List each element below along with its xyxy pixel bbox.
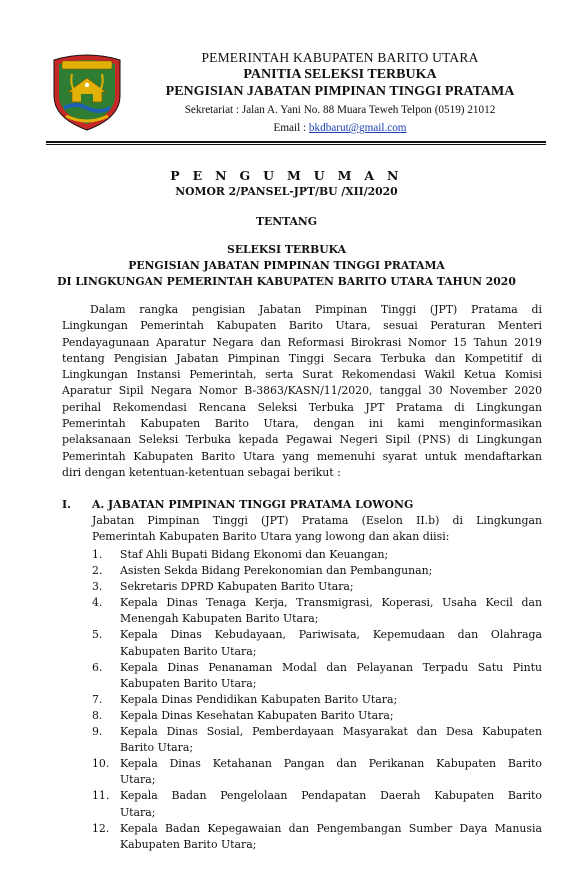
paragraph-line: perihal Rekomendasi Rencana Seleksi Terbuka JPT Pratama di Lingkungan [62,400,542,414]
section-heading: A. JABATAN PIMPINAN TINGGI PRATAMA LOWONG [92,498,414,511]
intro-paragraph [62,302,542,481]
email-link[interactable]: bkdbarut@gmail.com [308,122,407,134]
item-text: Kepala Dinas Ketahanan Pangan dan Perikanan Kabupaten Barito [120,757,542,771]
vacant-positions-list [92,547,542,853]
announcement-number: NOMOR 2/PANSEL-JPT/BU /XII/2020 [175,185,398,198]
item-text: Kabupaten Barito Utara; [120,837,257,851]
item-text: Kepala Dinas Pendidikan Kabupaten Barito Utara; [120,692,398,706]
item-number: 2. [92,564,103,578]
item-text: Staf Ahli Bupati Bidang Ekonomi dan Keuangan; [120,548,389,561]
paragraph-line: Dalam rangka pengisian Jabatan Pimpinan Tinggi (JPT) Pratama di [90,303,542,316]
paragraph-line: pelaksanaan Seleksi Terbuka kepada Pegawai Negeri Sipil (PNS) di Lingkungan [62,433,542,447]
item-text: Utara; [120,805,156,819]
item-text: Kabupaten Barito Utara; [120,644,257,658]
list-item [92,579,542,595]
item-text: Kepala Dinas Penanaman Modal dan Pelayanan Terpadu Satu Pintu [120,660,542,674]
paragraph-line: tentang Pengisian Jabatan Pimpinan Tinggi Secara Terbuka dan Kompetitif di [62,351,542,365]
item-text: Kepala Dinas Tenaga Kerja, Transmigrasi, Koperasi, Usaha Kecil dan [120,596,542,610]
paragraph-line: Lingkungan Instansi Pemerintah, serta Surat Rekomendasi Wakil Ketua Komisi [62,368,542,382]
item-text: Kepala Dinas Kebudayaan, Pariwisata, Kepemudaan dan Olahraga [120,628,542,642]
letterhead-government: PEMERINTAH KABUPATEN BARITO UTARA [201,50,479,65]
section-number: I. [62,498,71,511]
list-item [92,821,542,853]
item-number: 9. [92,725,103,739]
list-item [92,660,542,692]
section-intro-line: Jabatan Pimpinan Tinggi (JPT) Pratama (Eselon II.b) di Lingkungan [92,514,542,527]
item-number: 3. [92,580,103,594]
list-item [92,563,542,579]
letterhead-divider-thick [46,141,546,143]
paragraph-line: diri dengan ketentuan-ketentuan sebagai berikut : [62,465,341,479]
item-number: 6. [92,660,103,674]
list-item [92,595,542,627]
list-item [92,724,542,756]
item-text: Kabupaten Barito Utara; [120,676,257,690]
item-number: 1. [92,548,103,561]
item-number: 12. [92,821,110,835]
list-item [92,708,542,724]
tentang-heading: TENTANG [255,215,318,228]
regency-coat-of-arms-logo [48,52,126,132]
item-text: Menengah Kabupaten Barito Utara; [120,612,319,626]
list-item [92,547,542,563]
item-number: 4. [92,596,103,610]
announcement-title: P E N G U M U M A N [170,168,403,183]
paragraph-line: Lingkungan Pemerintah Kabupaten Barito Utara, sesuai Peraturan Menteri [62,319,542,333]
paragraph-line: Pendayagunaan Aparatur Negara dan Reformasi Birokrasi Nomor 15 Tahun 2019 [62,335,542,349]
paragraph-line: Pemerintah Kabupaten Barito Utara, dengan ini kami menginformasikan [62,417,542,431]
subject-line-2: PENGISIAN JABATAN PIMPINAN TINGGI PRATAMA [128,259,445,272]
list-item [92,788,542,820]
paragraph-line: Pemerintah Kabupaten Barito Utara yang memenuhi syarat untuk mendaftarkan [62,449,542,463]
item-text: Kepala Badan Kepegawaian dan Pengembangan Sumber Daya Manusia [120,821,542,835]
section-intro-line: Pemerintah Kabupaten Barito Utara yang lowong dan akan diisi: [92,530,450,544]
list-item [92,627,542,659]
item-text: Kepala Dinas Kesehatan Kabupaten Barito Utara; [120,708,394,722]
item-number: 5. [92,628,103,642]
subject-line-1: SELEKSI TERBUKA [227,243,346,256]
item-number: 7. [92,692,103,706]
list-item [92,692,542,708]
item-text: Asisten Sekda Bidang Perekonomian dan Pembangunan; [120,564,433,578]
item-number: 11. [92,789,110,803]
item-text: Utara; [120,773,156,787]
paragraph-line: Aparatur Sipil Negara Nomor B-3863/KASN/11/2020, tanggal 30 November 2020 [62,384,542,398]
item-text: Kepala Badan Pengelolaan Pendapatan Daerah Kabupaten Barito [120,789,542,803]
letterhead-divider-thin [46,144,546,145]
letterhead-committee: PANITIA SELEKSI TERBUKA [243,67,437,82]
letterhead-address: Sekretariat : Jalan A. Yani No. 88 Muara Teweh Telpon (0519) 21012 [184,104,496,116]
item-number: 8. [92,708,103,722]
item-text: Kepala Dinas Sosial, Pemberdayaan Masyarakat dan Desa Kabupaten [120,725,542,739]
list-item [92,756,542,788]
item-text: Sekretaris DPRD Kabupaten Barito Utara; [120,580,354,594]
item-text: Barito Utara; [120,741,193,755]
item-number: 10. [92,757,110,771]
letterhead-position: PENGISIAN JABATAN PIMPINAN TINGGI PRATAMA [165,84,515,99]
section-intro [92,513,542,546]
letterhead-email-line [130,122,550,134]
subject-line-3: DI LINGKUNGAN PEMERINTAH KABUPATEN BARITO UTARA TAHUN 2020 [57,275,516,288]
email-label: Email : [273,122,309,134]
